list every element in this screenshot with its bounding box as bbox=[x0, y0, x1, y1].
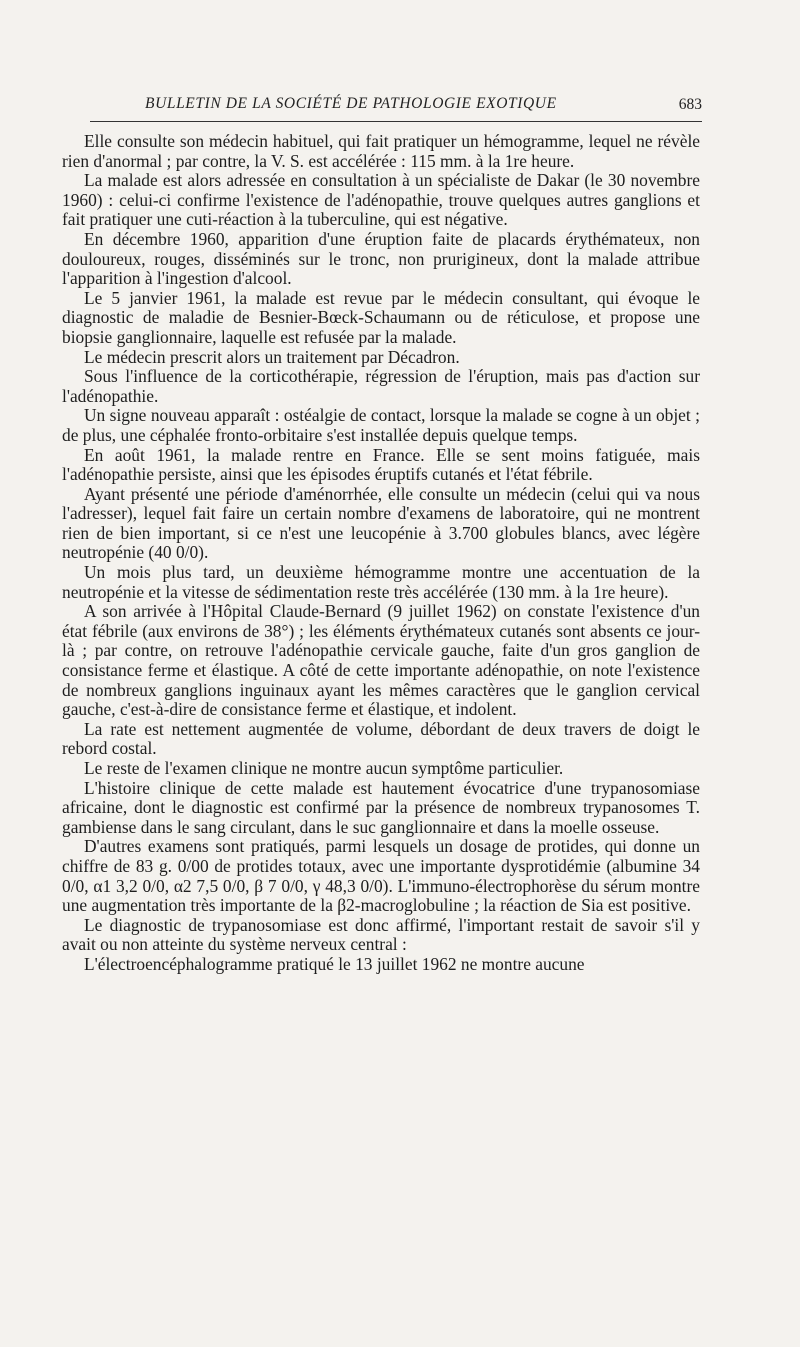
paragraph: Le reste de l'examen clinique ne montre aucun symptôme particulier. bbox=[84, 758, 564, 778]
paragraph: Un signe nouveau apparaît : ostéalgie de contact, lorsque la malade se cogne à un objet ; de plus, une céphalée fronto-orbitaire s'est installée depuis quelque temps. bbox=[62, 405, 700, 445]
page-number: 683 bbox=[678, 96, 702, 113]
paragraph: Elle consulte son médecin habituel, qui fait pratiquer un hémogramme, lequel ne révèle rien d'anormal ; par contre, la V. S. est accélérée : 115 mm. à la 1re heure. bbox=[62, 131, 700, 171]
paragraph: Sous l'influence de la corticothérapie, régression de l'éruption, mais pas d'action sur l'adénopathie. bbox=[62, 366, 700, 406]
paragraph: L'histoire clinique de cette malade est hautement évocatrice d'une trypanosomiase africaine, dont le diagnostic est confirmé par la présence de nombreux trypanosomes T. gambiense dans le sang circulant, dans le suc ganglionnaire et dans la moelle osseuse. bbox=[62, 777, 700, 837]
paragraph: En août 1961, la malade rentre en France. Elle se sent moins fatiguée, mais l'adénopathie persiste, ainsi que les épisodes éruptifs cutanés et l'état fébrile. bbox=[62, 444, 700, 485]
journal-title: BULLETIN DE LA SOCIÉTÉ DE PATHOLOGIE EXOTIQUE bbox=[145, 95, 557, 112]
paragraph: L'électroencéphalogramme pratiqué le 13 juillet 1962 ne montre aucune bbox=[84, 953, 585, 974]
article-body bbox=[62, 132, 700, 975]
paragraph: Le 5 janvier 1961, la malade est revue par le médecin consultant, qui évoque le diagnostic de maladie de Besnier-Bœck-Schaumann ou de réticulose, et propose une biopsie ganglionnaire, laquelle est refusée par la malade. bbox=[62, 287, 700, 347]
paragraph: En décembre 1960, apparition d'une éruption faite de placards érythémateux, non douloureux, rouges, disséminés sur le tronc, non prurigineux, dont la malade attribue l'apparition à l'ingestion d'alcool. bbox=[62, 228, 700, 289]
paragraph: Le diagnostic de trypanosomiase est donc affirmé, l'important restait de savoir s'il y avait ou non atteinte du système nerveux central : bbox=[62, 914, 700, 955]
paragraph: Un mois plus tard, un deuxième hémogramme montre une accentuation de la neutropénie et la vitesse de sédimentation reste très accélérée (130 mm. à la 1re heure). bbox=[62, 562, 700, 602]
paragraph: Ayant présenté une période d'aménorrhée, elle consulte un médecin (celui qui va nous l'adresser), lequel fait faire un certain nombre d'examens de laboratoire, qui ne montrent rien de bien important, si ce n'est une leucopénie à 3.700 globules blancs, avec légère neutropénie (40 0/0). bbox=[62, 483, 700, 563]
paragraph: D'autres examens sont pratiqués, parmi lesquels un dosage de protides, qui donne un chiffre de 83 g. 0/00 de protides totaux, avec une importante dysprotidémie (albumine 34 0/0, α1 3,2 0/0, α2 7,5 0/0, β 7 0/0, γ 48,3 0/0). L'immuno-électrophorèse du sérum montre une augmentation très importante de la β2-macroglobuline ; la réaction de Sia est positive. bbox=[62, 836, 700, 916]
paragraph: La malade est alors adressée en consultation à un spécialiste de Dakar (le 30 novembre 1960) : celui-ci confirme l'existence de l'adénopathie, trouve quelques autres ganglions et fait pratiquer une cuti-réaction à la tuberculine, qui est négative. bbox=[62, 170, 700, 230]
paragraph: A son arrivée à l'Hôpital Claude-Bernard (9 juillet 1962) on constate l'existence d'un état fébrile (aux environs de 38°) ; les éléments érythémateux cutanés sont absents ce jour-là ; par contre, on retrouve l'adénopathie cervicale gauche, faite d'un gros ganglion de consistance ferme et élastique. A côté de cette importante adénopathie, on note l'existence de nombreux ganglions inguinaux ayant les mêmes caractères que le ganglion cervical gauche, c'est-à-dire de consistance ferme et élastique, et indolent. bbox=[62, 601, 700, 720]
running-header bbox=[90, 95, 702, 122]
paragraph: Le médecin prescrit alors un traitement par Décadron. bbox=[84, 346, 460, 367]
paragraph: La rate est nettement augmentée de volume, débordant de deux travers de doigt le rebord costal. bbox=[62, 718, 700, 759]
